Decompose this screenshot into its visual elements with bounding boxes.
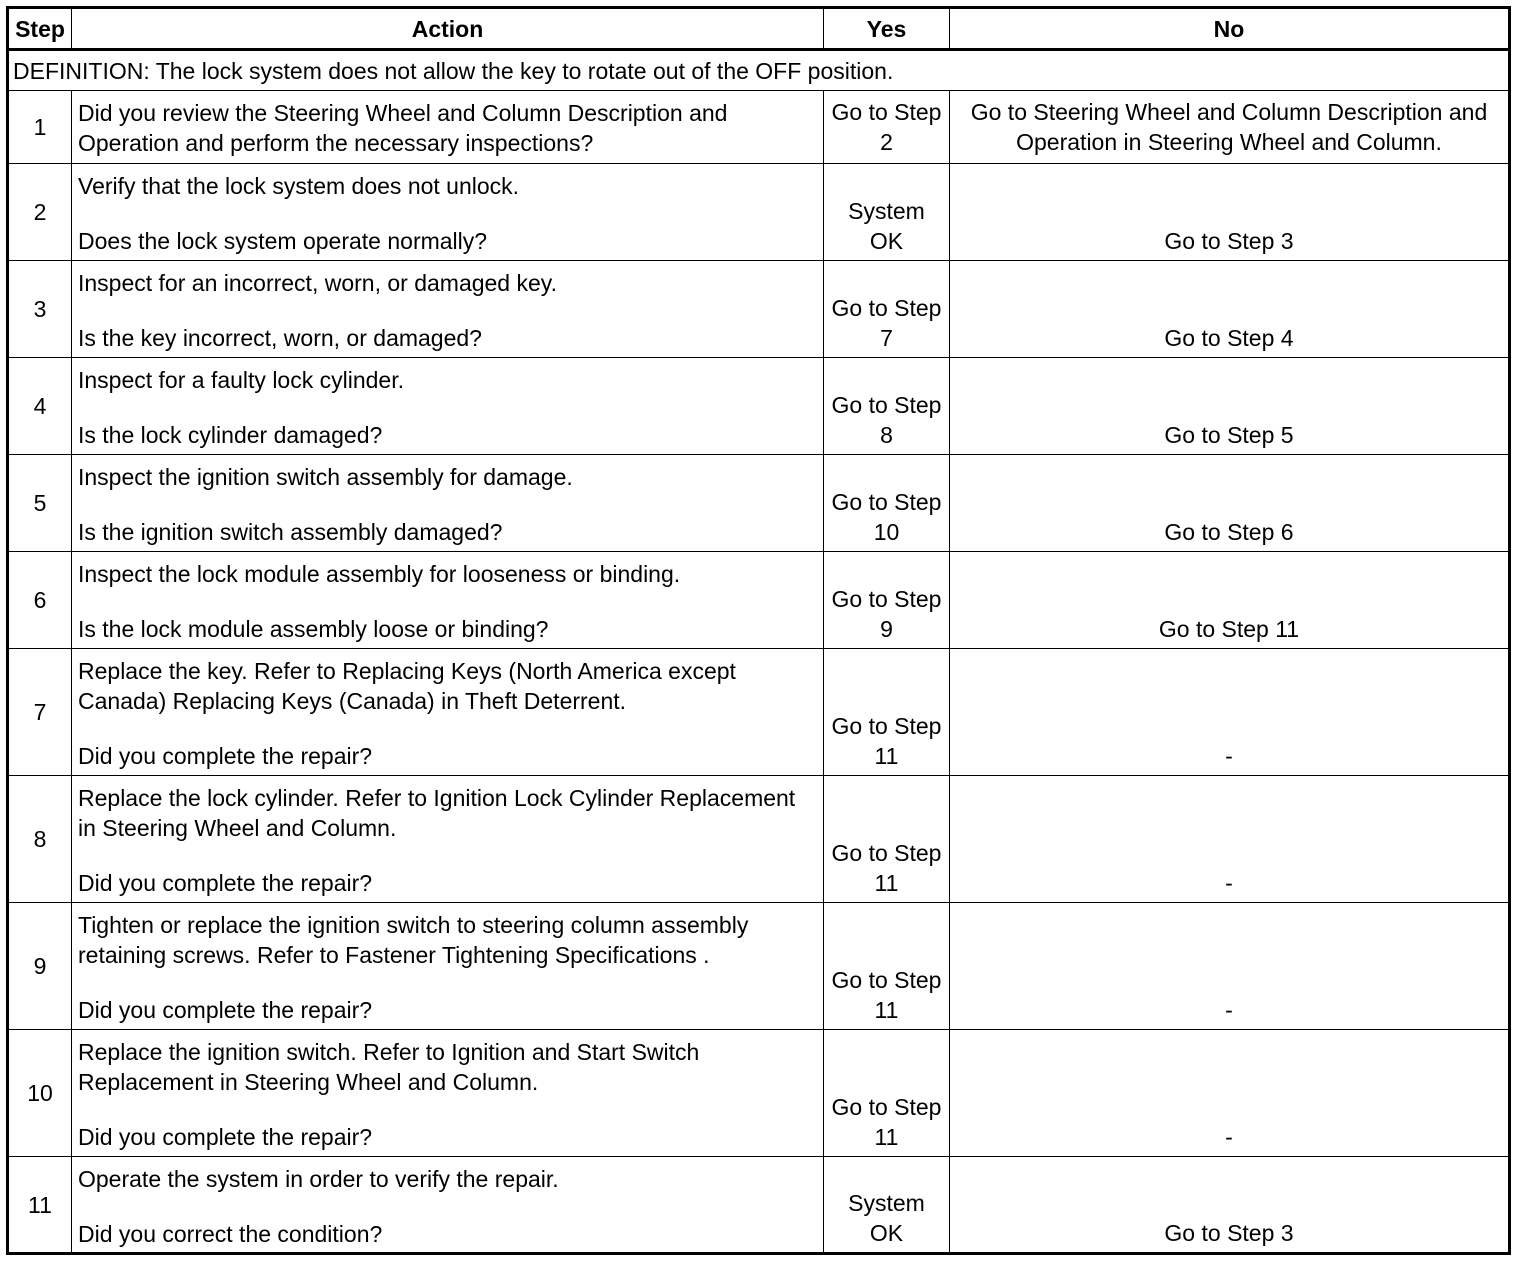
action-question: Is the key incorrect, worn, or damaged? [78, 325, 482, 351]
header-yes: Yes [824, 8, 950, 50]
yes-result: Go to Step 11 [824, 649, 950, 776]
no-result: Go to Step 6 [950, 455, 1510, 552]
header-no: No [950, 8, 1510, 50]
header-row [8, 8, 1510, 50]
action-instruction: Inspect the ignition switch assembly for damage. [78, 464, 573, 490]
definition-text: DEFINITION: The lock system does not allow the key to rotate out of the OFF position. [8, 50, 1510, 91]
action-instruction: Verify that the lock system does not unlock. [78, 173, 520, 199]
action-question: Did you correct the condition? [78, 1221, 383, 1247]
action-instruction: Inspect for a faulty lock cylinder. [78, 367, 404, 393]
action-question: Did you complete the repair? [78, 997, 373, 1023]
action-cell [72, 164, 824, 261]
action-instruction: Replace the ignition switch. Refer to Ignition and Start Switch Replacement in Steering Wheel and Column. [78, 1039, 700, 1095]
yes-result: Go to Step 9 [824, 552, 950, 649]
step-number: 4 [8, 358, 72, 455]
table-row [8, 261, 1510, 358]
action-spacer [78, 298, 817, 323]
action-instruction: Replace the key. Refer to Replacing Keys (North America except Canada) Replacing Keys (Canada) in Theft Deterrent. [78, 658, 736, 714]
table-row [8, 776, 1510, 903]
action-spacer [78, 970, 817, 995]
step-number: 9 [8, 903, 72, 1030]
no-result: Go to Step 3 [950, 164, 1510, 261]
step-number: 2 [8, 164, 72, 261]
no-result: - [950, 776, 1510, 903]
action-cell [72, 776, 824, 903]
step-number: 7 [8, 649, 72, 776]
action-question: Did you complete the repair? [78, 870, 373, 896]
action-spacer [78, 1097, 817, 1122]
no-result: Go to Step 11 [950, 552, 1510, 649]
action-spacer [78, 1194, 817, 1219]
no-result: Go to Step 3 [950, 1157, 1510, 1254]
table-row [8, 649, 1510, 776]
step-number: 10 [8, 1030, 72, 1157]
action-question: Is the ignition switch assembly damaged? [78, 519, 503, 545]
action-instruction: Tighten or replace the ignition switch to steering column assembly retaining screws. Refer to Fastener Tightening Specifications . [78, 912, 749, 968]
action-spacer [78, 492, 817, 517]
action-cell [72, 358, 824, 455]
table-row [8, 1157, 1510, 1254]
table-row [8, 552, 1510, 649]
yes-result: Go to Step 11 [824, 903, 950, 1030]
no-result: Go to Steering Wheel and Column Description and Operation in Steering Wheel and Column. [950, 91, 1510, 164]
table-body [8, 50, 1510, 1254]
step-number: 3 [8, 261, 72, 358]
action-question: Did you complete the repair? [78, 743, 373, 769]
definition-row [8, 50, 1510, 91]
no-result: - [950, 649, 1510, 776]
action-spacer [78, 589, 817, 614]
table-row [8, 455, 1510, 552]
action-cell [72, 552, 824, 649]
table-row [8, 903, 1510, 1030]
table-row [8, 358, 1510, 455]
header-action: Action [72, 8, 824, 50]
diagnostic-table [6, 6, 1511, 1255]
yes-result: Go to Step 10 [824, 455, 950, 552]
action-question: Does the lock system operate normally? [78, 228, 488, 254]
yes-result: Go to Step 11 [824, 1030, 950, 1157]
action-spacer [78, 395, 817, 420]
yes-result: Go to Step 7 [824, 261, 950, 358]
step-number: 6 [8, 552, 72, 649]
yes-result: Go to Step 11 [824, 776, 950, 903]
step-number: 11 [8, 1157, 72, 1254]
action-instruction: Operate the system in order to verify the repair. [78, 1166, 559, 1192]
no-result: - [950, 1030, 1510, 1157]
yes-result: System OK [824, 164, 950, 261]
no-result: - [950, 903, 1510, 1030]
action-instruction: Inspect for an incorrect, worn, or damaged key. [78, 270, 557, 296]
header-step: Step [8, 8, 72, 50]
action-cell [72, 91, 824, 164]
table-row [8, 1030, 1510, 1157]
action-cell [72, 903, 824, 1030]
action-cell [72, 455, 824, 552]
yes-result: Go to Step 2 [824, 91, 950, 164]
no-result: Go to Step 5 [950, 358, 1510, 455]
action-question: Did you complete the repair? [78, 1124, 373, 1150]
yes-result: Go to Step 8 [824, 358, 950, 455]
action-cell [72, 261, 824, 358]
table-row [8, 164, 1510, 261]
yes-result: System OK [824, 1157, 950, 1254]
action-cell [72, 649, 824, 776]
action-instruction: Inspect the lock module assembly for looseness or binding. [78, 561, 681, 587]
step-number: 8 [8, 776, 72, 903]
action-spacer [78, 716, 817, 741]
action-question: Is the lock cylinder damaged? [78, 422, 383, 448]
action-question: Did you review the Steering Wheel and Column Description and Operation and perform the necessary inspections? [78, 100, 728, 156]
step-number: 1 [8, 91, 72, 164]
no-result: Go to Step 4 [950, 261, 1510, 358]
action-spacer [78, 843, 817, 868]
step-number: 5 [8, 455, 72, 552]
action-instruction: Replace the lock cylinder. Refer to Ignition Lock Cylinder Replacement in Steering Wheel and Column. [78, 785, 796, 841]
table-row [8, 91, 1510, 164]
action-spacer [78, 201, 817, 226]
action-cell [72, 1030, 824, 1157]
action-question: Is the lock module assembly loose or binding? [78, 616, 549, 642]
action-cell [72, 1157, 824, 1254]
table-header [8, 8, 1510, 50]
